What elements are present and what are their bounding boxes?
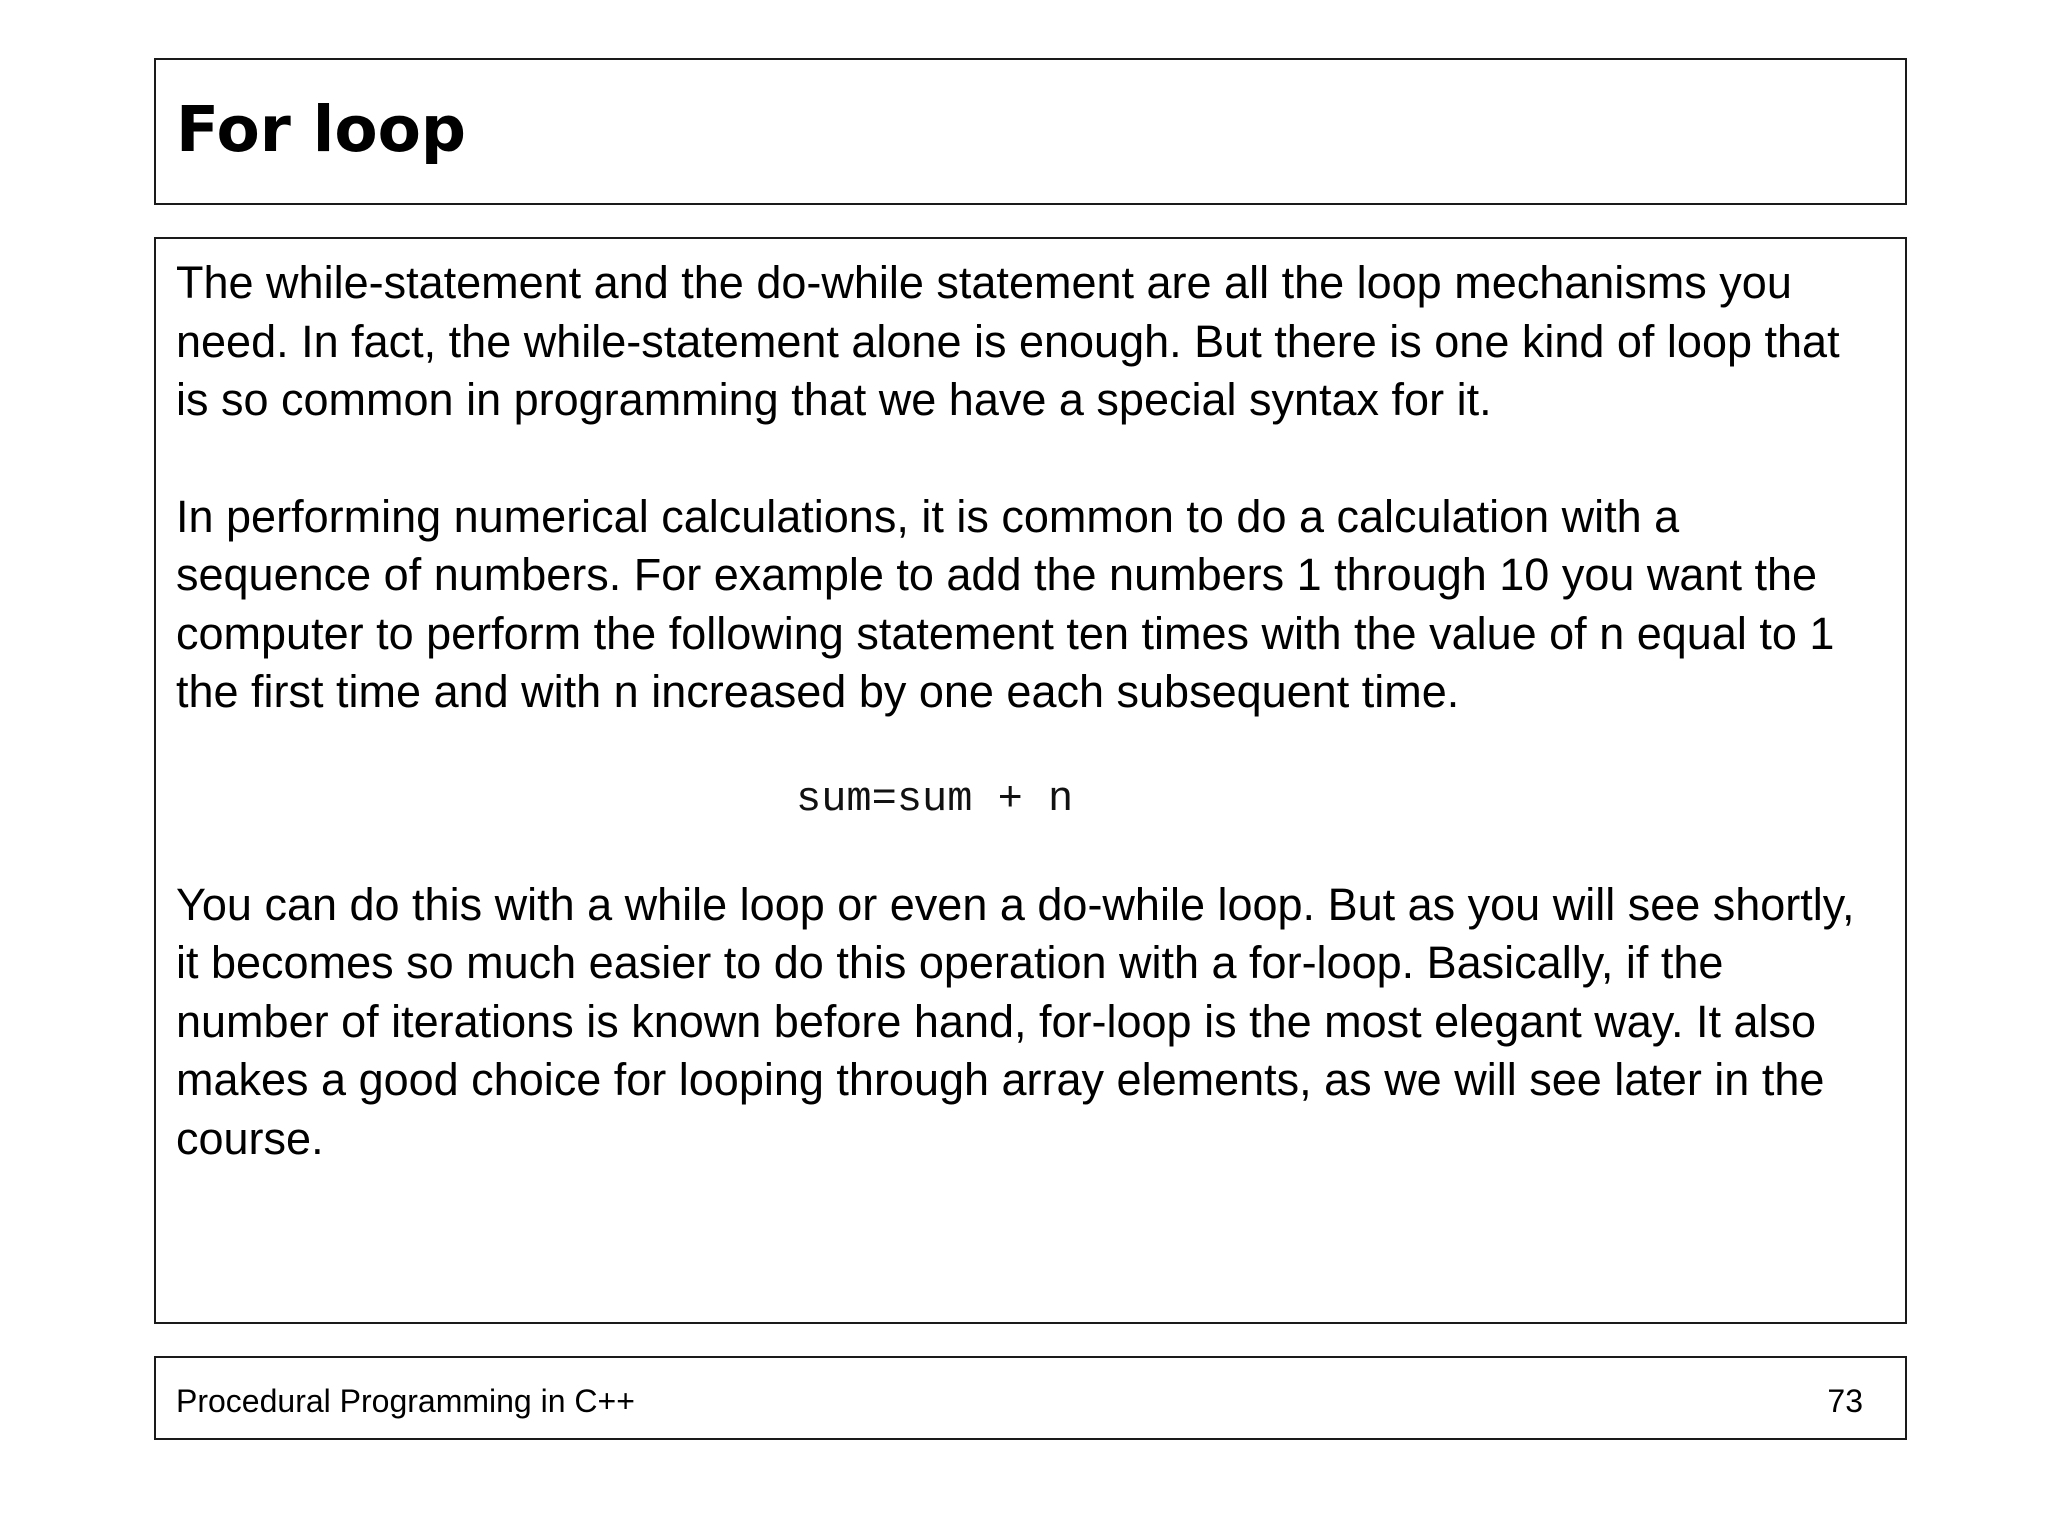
slide-title: For loop	[176, 93, 467, 166]
title-box	[154, 58, 1907, 205]
paragraph-closing: You can do this with a while loop or even a do-while loop. But as you will see shortly, it becomes so much easier to do this operation with a for-loop. Basically, if the number of iterations is known before hand, for-loop is the most elegant way. It also makes a good choice for looping through array elements, as we will see later in the course.	[176, 878, 1855, 1164]
footer-box	[154, 1356, 1907, 1440]
code-statement: sum=sum + n	[796, 774, 1074, 823]
page-number: 73	[1827, 1383, 1863, 1419]
content-box	[154, 237, 1907, 1324]
paragraph-numerical: In performing numerical calculations, it is common to do a calculation with a sequence of numbers. For example to add the numbers 1 through 10 you want the computer to perform the following statement ten times with the value of n equal to 1 the first time and with n increased by one each subsequent time.	[176, 490, 1835, 717]
footer-course-title: Procedural Programming in C++	[176, 1383, 635, 1419]
paragraph-intro: The while-statement and the do-while statement are all the loop mechanisms you need. In fact, the while-statement alone is enough. But there is one kind of loop that is so common in programming that we have a special syntax for it.	[176, 257, 1840, 425]
slide-body	[176, 254, 1881, 1168]
